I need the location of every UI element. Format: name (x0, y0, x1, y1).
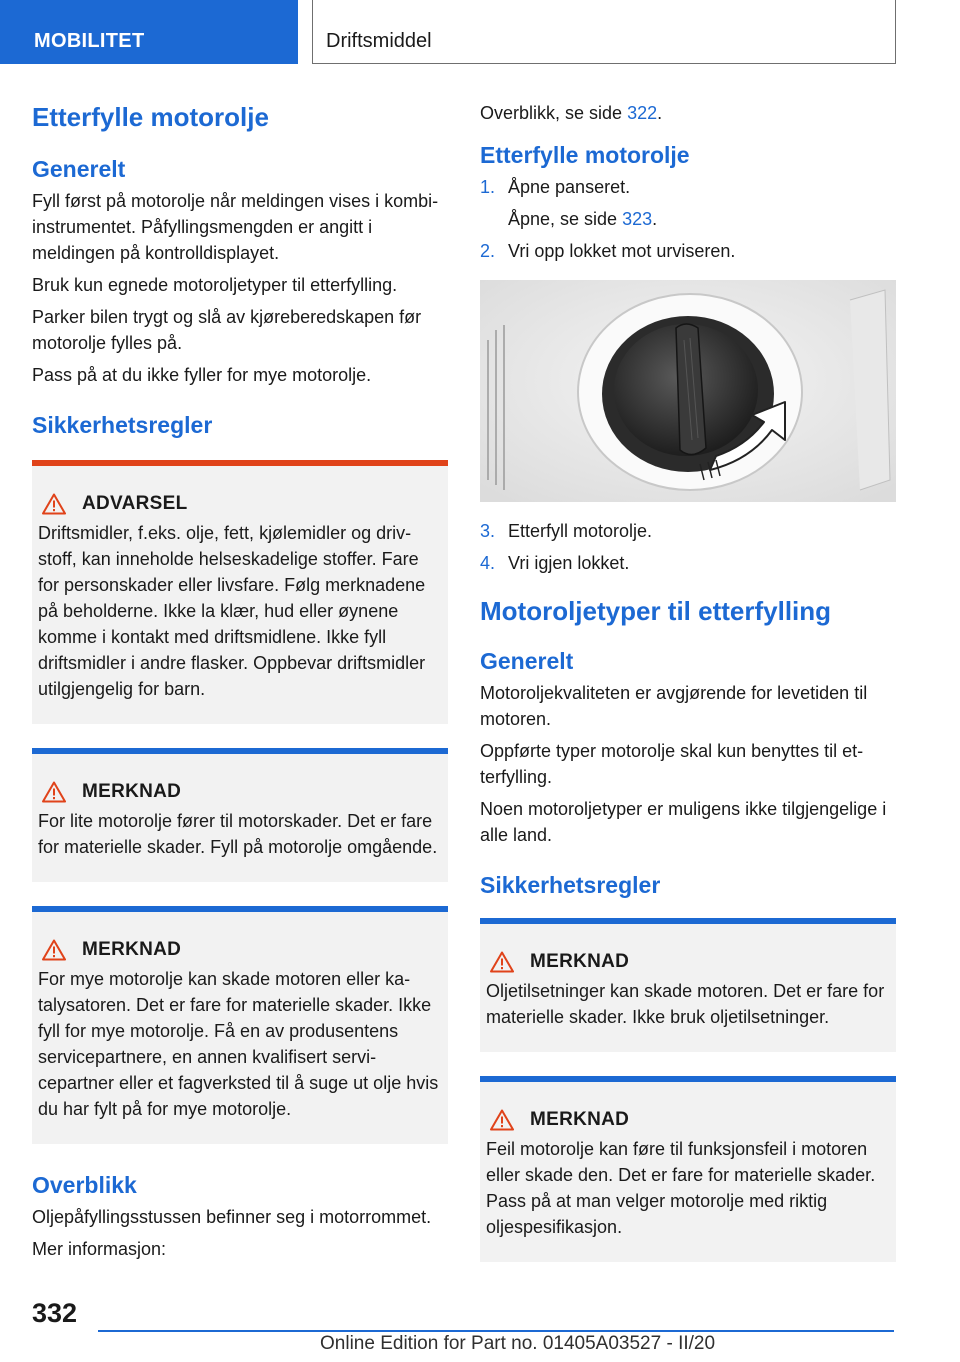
section-heading: Motoroljetyper til etterfylling (480, 596, 832, 626)
warning-text: Driftsmidler, f.eks. olje, fett, kjølemidler og drivstoff, kan inneholde helseskadelige stoffer. Fare for personskader eller livsfare. Følg merknadene på beholderne. Ikke la klær, hud eller øynene komme i kontakt med driftsmidlene. Ikke fyll driftsmidler i andre flasker. Oppbevar driftsmidler utilgjengelig for barn. (38, 523, 426, 699)
warning-triangle-icon (490, 951, 514, 973)
warning-box (32, 460, 448, 724)
paragraph: Noen motoroljetyper er muligens ikke tilgjengelige i alle land. (480, 799, 887, 845)
paragraph: Bruk kun egnede motoroljetyper til etterfylling. (32, 275, 398, 295)
subheading-refill: Etterfylle motorolje (480, 142, 690, 168)
notice-box (480, 918, 896, 1052)
overview-reference: Overblikk, se side 322. (480, 103, 663, 123)
paragraph: Motoroljekvaliteten er avgjørende for levetiden til motoren. (480, 683, 868, 729)
list-item: 1. Åpne panseret. (480, 177, 631, 197)
warning-triangle-icon (42, 781, 66, 803)
left-column (32, 100, 448, 1268)
notice-text: For mye motorolje kan skade motoren eller katalysatoren. Det er fare for materielle skader. Ikke fyll for mye motorolje. Få en av produsentens servicepartnere, en annen kvalifisert servicepartner eller et fagverksted til å suge ut olje hvis du har fylt på for mye motorolje. (38, 969, 439, 1119)
right-column (480, 100, 896, 1272)
chapter-title: Driftsmiddel (312, 0, 896, 64)
paragraph: Oppførte typer motorolje skal kun benyttes til etterfylling. (480, 741, 864, 787)
notice-text: Feil motorolje kan føre til funksjonsfeil i motoren eller skade den. Det er fare for materielle skader. Pass på at man velger motorolje med riktig oljespesifikasjon. (486, 1139, 876, 1237)
subheading-safety: Sikkerhetsregler (480, 872, 661, 898)
warning-triangle-icon (42, 493, 66, 515)
paragraph: Oljepåfyllingsstussen befinner seg i motorrommet. (32, 1207, 432, 1227)
notice-title: MERKNAD (82, 781, 182, 802)
paragraph: Fyll først på motorolje når meldingen vises i kombi-instrumentet. Påfyllingsmengden er angitt i meldingen på kontrolldisplayet. (32, 191, 439, 263)
paragraph: Parker bilen trygt og slå av kjøreberedskapen før motorolje fylles på. (32, 307, 422, 353)
notice-title: MERKNAD (82, 939, 182, 960)
step-subtext: Åpne, se side 323. (508, 209, 658, 229)
oil-cap-icon (480, 280, 896, 502)
warning-title: ADVARSEL (82, 493, 188, 514)
notice-text: For lite motorolje fører til motorskader. Det er fare for materielle skader. Fyll på motorolje omgående. (38, 811, 438, 857)
page-number: 332 (32, 1298, 78, 1328)
notice-box (480, 1076, 896, 1262)
paragraph: Pass på at du ikke fyller for mye motorolje. (32, 365, 372, 385)
subheading-safety: Sikkerhetsregler (32, 412, 213, 438)
notice-box (32, 906, 448, 1144)
subheading-overview: Overblikk (32, 1172, 137, 1198)
warning-triangle-icon (490, 1109, 514, 1131)
list-item: 4. Vri igjen lokket. (480, 553, 630, 573)
paragraph: Mer informasjon: (32, 1239, 167, 1259)
warning-triangle-icon (42, 939, 66, 961)
section-tab: MOBILITET (0, 0, 298, 64)
list-item: 2. Vri opp lokket mot urviseren. (480, 241, 736, 261)
page-link[interactable]: 323 (622, 209, 653, 229)
notice-title: MERKNAD (530, 1109, 630, 1130)
subheading-general: Generelt (480, 648, 574, 674)
step-list (480, 174, 896, 200)
subheading-general: Generelt (32, 156, 126, 182)
footer-divider (98, 1330, 894, 1332)
page-link[interactable]: 322 (627, 103, 658, 123)
footer-edition: Online Edition for Part no. 01405A03527 - II/20 (320, 1333, 716, 1354)
notice-title: MERKNAD (530, 951, 630, 972)
notice-box (32, 748, 448, 882)
notice-text: Oljetilsetninger kan skade motoren. Det er fare for materielle skader. Ikke bruk oljetilsetninger. (486, 981, 885, 1027)
list-item: 3. Etterfyll motorolje. (480, 521, 653, 541)
section-heading: Etterfylle motorolje (32, 102, 269, 132)
oil-filler-cap-illustration (480, 280, 896, 502)
